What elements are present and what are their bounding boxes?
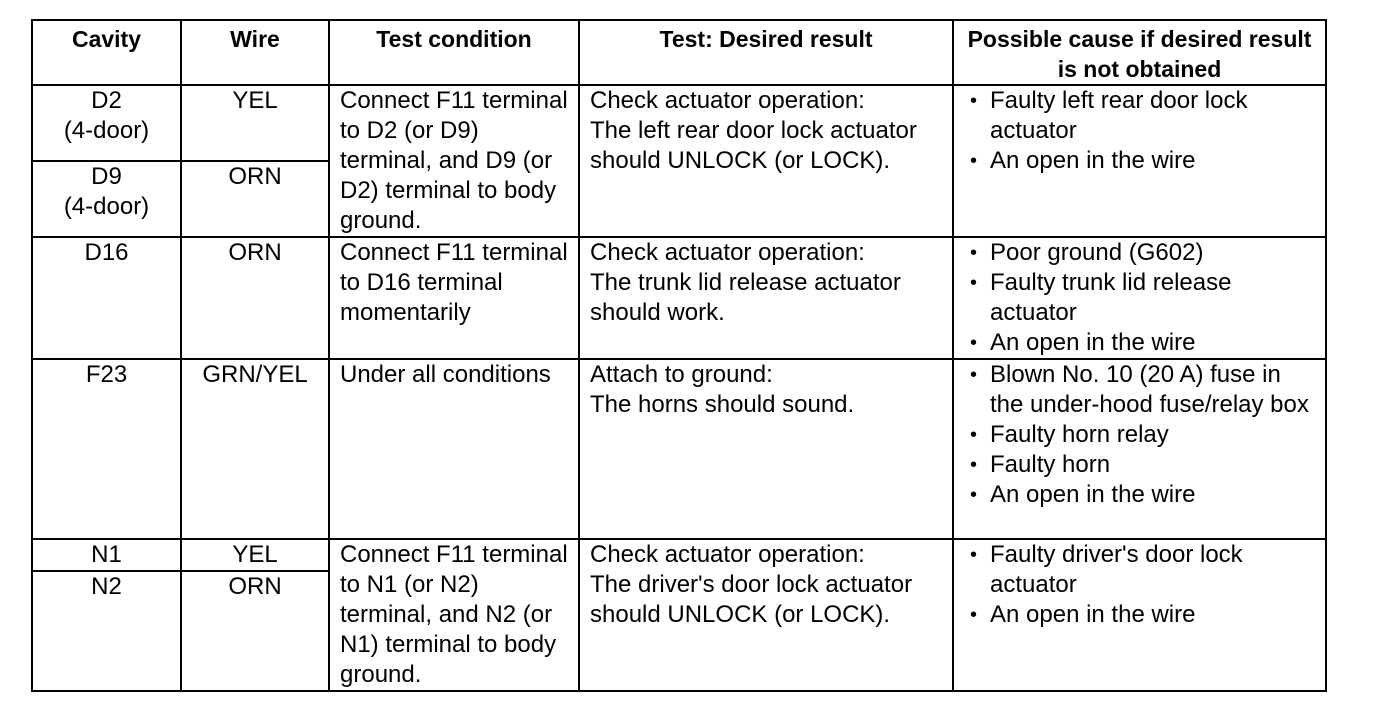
- cause-item: • Faulty left rear door lock actuator: [964, 86, 1319, 146]
- wire-cell: GRN/YEL: [181, 359, 329, 539]
- table-row: [32, 359, 1326, 539]
- cavity-cell: D16: [32, 237, 181, 359]
- result-text: The left rear door lock actuator should UNLOCK (or LOCK).: [590, 117, 917, 174]
- result-heading: Check actuator operation:: [590, 239, 865, 266]
- table-row: [32, 237, 1326, 359]
- header-row: [32, 20, 1326, 85]
- result-text: The driver's door lock actuator should UNLOCK (or LOCK).: [590, 571, 913, 628]
- test-condition-cell: Connect F11 terminal to D16 terminal momentarily: [329, 237, 579, 359]
- cause-item: • Faulty horn relay: [964, 420, 1319, 450]
- possible-cause-cell: [953, 539, 1326, 691]
- header-possible-cause: Possible cause if desired result is not obtained: [953, 20, 1326, 85]
- cause-item: • Poor ground (G602): [964, 238, 1319, 268]
- possible-cause-cell: [953, 237, 1326, 359]
- cavity-cell: F23: [32, 359, 181, 539]
- cause-list: [964, 86, 1319, 176]
- desired-result-cell: [579, 539, 953, 691]
- header-cavity: Cavity: [32, 20, 181, 85]
- cavity-cell: N1: [32, 539, 181, 571]
- desired-result-cell: [579, 237, 953, 359]
- cavity-cell: N2: [32, 571, 181, 691]
- cause-item: • An open in the wire: [964, 146, 1319, 176]
- possible-cause-cell: [953, 85, 1326, 237]
- test-condition-cell: Connect F11 terminal to D2 (or D9) terminal, and D9 (or D2) terminal to body ground.: [329, 85, 579, 237]
- result-text: The horns should sound.: [590, 391, 855, 418]
- header-desired-result: Test: Desired result: [579, 20, 953, 85]
- desired-result-cell: [579, 85, 953, 237]
- cavity-cell: [32, 85, 181, 161]
- cause-item: • An open in the wire: [964, 328, 1319, 358]
- cause-item: • Blown No. 10 (20 A) fuse in the under-hood fuse/relay box: [964, 360, 1319, 420]
- cause-list: [964, 360, 1319, 510]
- test-condition-cell: Connect F11 terminal to N1 (or N2) terminal, and N2 (or N1) terminal to body ground.: [329, 539, 579, 691]
- wire-cell: ORN: [181, 571, 329, 691]
- desired-result-cell: [579, 359, 953, 539]
- header-wire: Wire: [181, 20, 329, 85]
- possible-cause-cell: [953, 359, 1326, 539]
- table-row: [32, 539, 1326, 571]
- result-heading: Attach to ground:: [590, 361, 773, 388]
- cause-item: • Faulty trunk lid release actuator: [964, 268, 1319, 328]
- cause-item: • Faulty driver's door lock actuator: [964, 540, 1319, 600]
- cavity-id: D9: [91, 163, 122, 190]
- cause-item: • An open in the wire: [964, 480, 1319, 510]
- cavity-cell: [32, 161, 181, 237]
- cavity-id: D2: [91, 87, 122, 114]
- result-heading: Check actuator operation:: [590, 541, 865, 568]
- header-test-condition: Test condition: [329, 20, 579, 85]
- wire-cell: YEL: [181, 85, 329, 161]
- wire-cell: ORN: [181, 237, 329, 359]
- test-condition-cell: Under all conditions: [329, 359, 579, 539]
- cause-list: [964, 540, 1319, 630]
- test-table: [31, 19, 1327, 692]
- cause-item: • Faulty horn: [964, 450, 1319, 480]
- table-row: [32, 85, 1326, 161]
- result-text: The trunk lid release actuator should work.: [590, 269, 901, 326]
- wire-cell: YEL: [181, 539, 329, 571]
- result-heading: Check actuator operation:: [590, 87, 865, 114]
- cavity-note: (4-door): [63, 193, 150, 220]
- cause-list: [964, 238, 1319, 358]
- wire-cell: ORN: [181, 161, 329, 237]
- cavity-note: (4-door): [63, 117, 150, 144]
- cause-item: • An open in the wire: [964, 600, 1319, 630]
